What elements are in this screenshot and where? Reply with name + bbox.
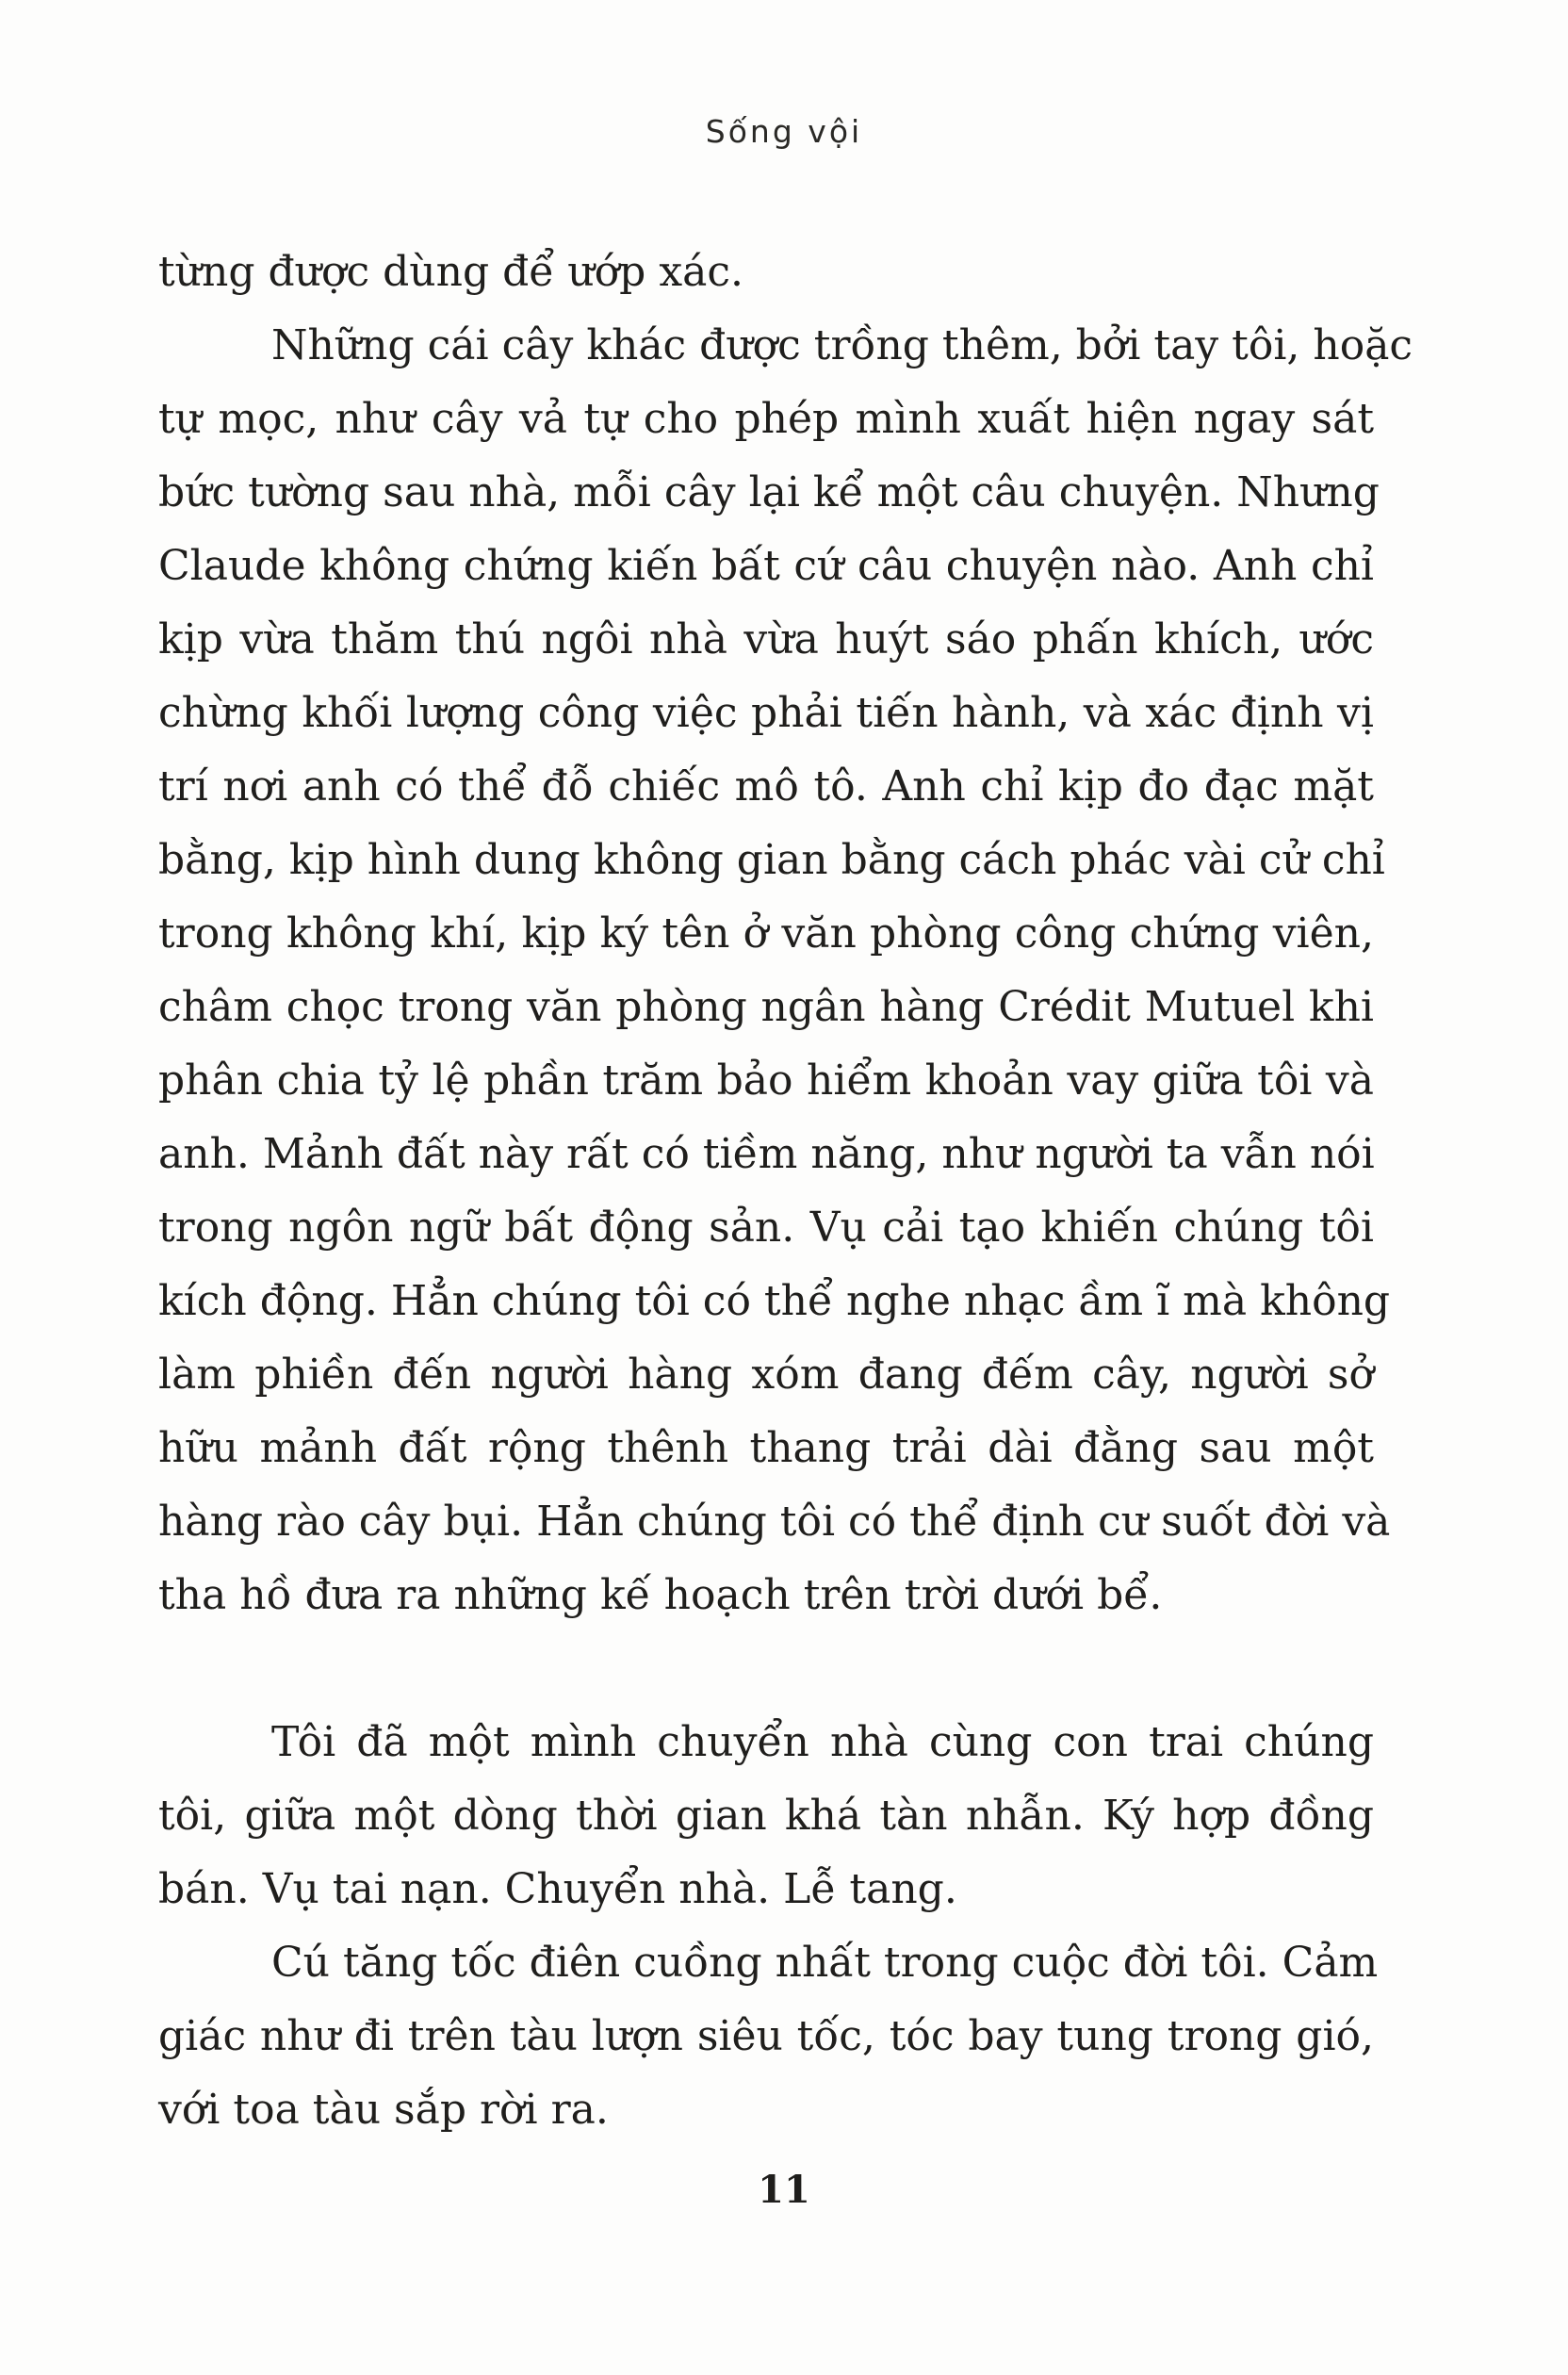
text-line: bằng, kịp hình dung không gian bằng cách phác vài cử chỉ [158,836,1385,884]
text-line: bán. Vụ tai nạn. Chuyển nhà. Lễ tang. [158,1865,957,1913]
text-line: trí nơi anh có thể đỗ chiếc mô tô. Anh chỉ kịp đo đạc mặt [158,762,1374,811]
text-line: chừng khối lượng công việc phải tiến hành, và xác định vị [158,689,1374,737]
text-line: trong ngôn ngữ bất động sản. Vụ cải tạo khiến chúng tôi [158,1204,1374,1252]
text-line: tự mọc, như cây vả tự cho phép mình xuất hiện ngay sát [158,395,1374,443]
text-line: hàng rào cây bụi. Hẳn chúng tôi có thể định cư suốt đời và [158,1498,1391,1546]
text-line: tha hồ đưa ra những kế hoạch trên trời dưới bể. [158,1571,1163,1619]
text-line: hữu mảnh đất rộng thênh thang trải dài đằng sau một [158,1424,1374,1472]
text-line: Cú tăng tốc điên cuồng nhất trong cuộc đời tôi. Cảm [271,1939,1379,1987]
running-title: Sống vội [705,113,863,150]
text-line: giác như đi trên tàu lượn siêu tốc, tóc bay tung trong gió, [158,2012,1374,2060]
text-line: bức tường sau nhà, mỗi cây lại kể một câu chuyện. Nhưng [158,468,1380,516]
text-line: châm chọc trong văn phòng ngân hàng Crédit Mutuel khi [158,983,1374,1031]
text-line: kịp vừa thăm thú ngôi nhà vừa huýt sáo phấn khích, ước [158,615,1374,663]
page-number: 11 [758,2168,810,2212]
text-line: Tôi đã một mình chuyển nhà cùng con trai chúng [271,1718,1374,1766]
text-line: tôi, giữa một dòng thời gian khá tàn nhẫn. Ký hợp đồng [158,1792,1374,1840]
text-line: kích động. Hẳn chúng tôi có thể nghe nhạc ầm ĩ mà không [158,1277,1391,1325]
section-break [158,1632,1374,1706]
text-line: với toa tàu sắp rời ra. [158,2086,609,2134]
text-line: trong không khí, kịp ký tên ở văn phòng công chứng viên, [158,909,1374,958]
text-line: Những cái cây khác được trồng thêm, bởi tay tôi, hoặc [271,321,1413,369]
body-text [158,236,1413,2147]
text-line: từng được dùng để ướp xác. [158,248,744,296]
text-line: phân chia tỷ lệ phần trăm bảo hiểm khoản vay giữa tôi và [158,1056,1374,1105]
text-line: làm phiền đến người hàng xóm đang đếm cây, người sở [158,1351,1374,1399]
text-line: Claude không chứng kiến bất cứ câu chuyện nào. Anh chỉ [158,542,1374,590]
text-line: anh. Mảnh đất này rất có tiềm năng, như người ta vẫn nói [158,1130,1375,1178]
